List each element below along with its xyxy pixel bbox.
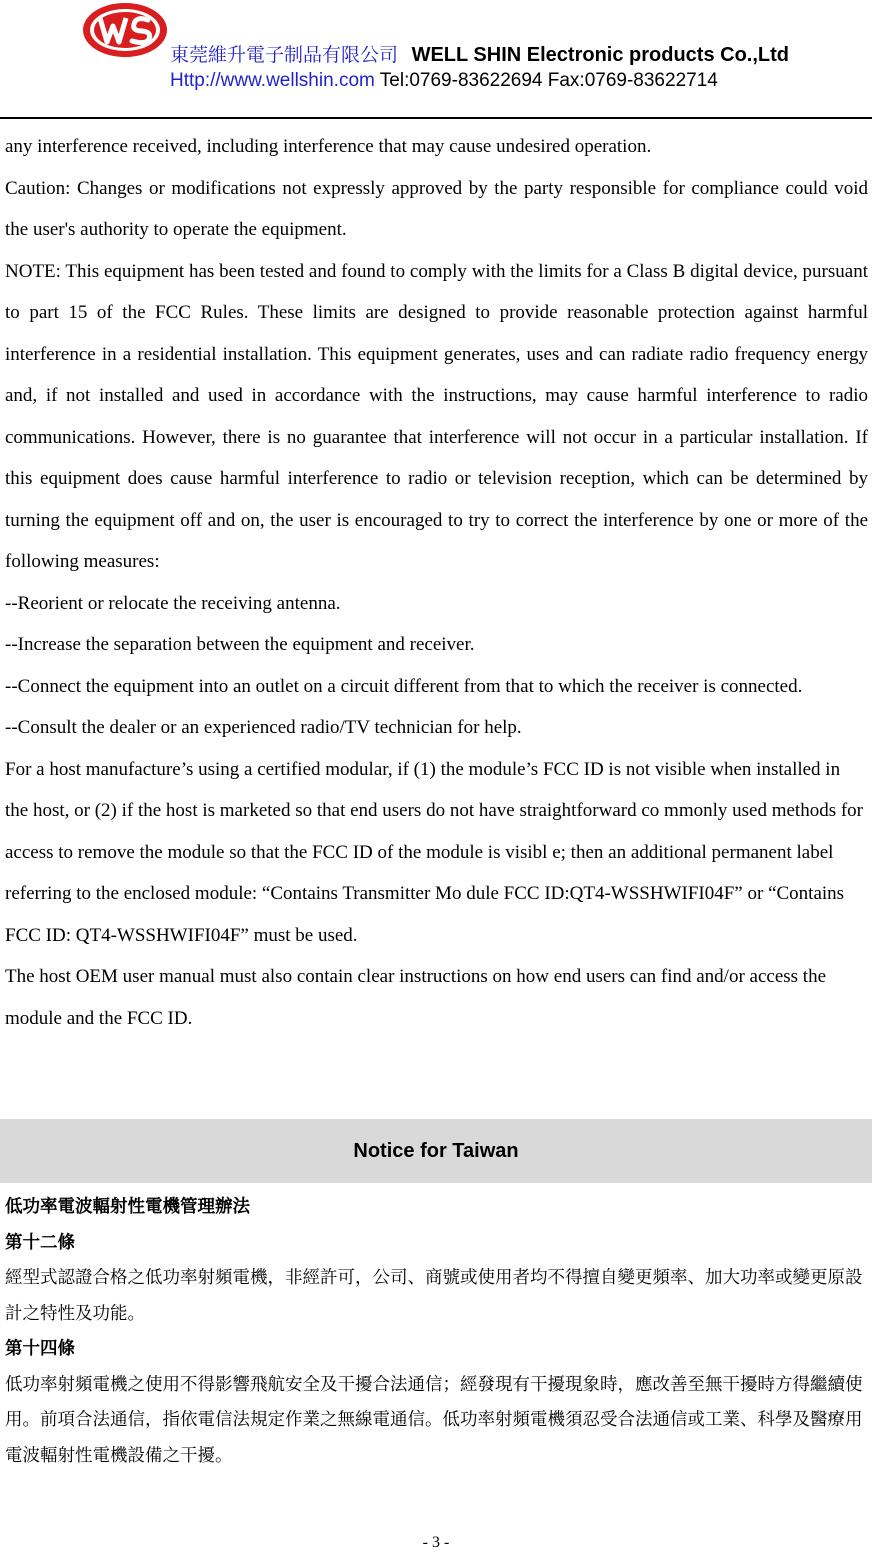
fcc-statement [5,126,868,1039]
page-header [0,0,872,118]
paragraph: any interference received, including interference that may cause undesired operation. [5,136,652,157]
company-name-en: WELL SHIN Electronic products Co.,Ltd [411,44,789,66]
article-14-text: 低功率射頻電機之使用不得影響飛航安全及干擾合法通信；經發現有干擾現象時，應改善至無干擾時方得繼續使用。前項合法通信，指依電信法規定作業之無線電通信。低功率射頻電機須忍受合法通信或工業、科學及醫療用電波輻射性電機設備之干擾。 [5,1374,863,1466]
paragraph: --Consult the dealer or an experienced radio/TV technician for help. [5,717,522,738]
paragraph: --Reorient or relocate the receiving antenna. [5,592,341,614]
paragraph: Caution: Changes or modifications not expressly approved by the party responsible for compliance could void the user's authority to operate the equipment. [5,177,868,240]
taiwan-heading: 低功率電波輻射性電機管理辦法 [5,1197,250,1217]
paragraph: The host OEM user manual must also contain clear instructions on how end users can find and/or access the module and the FCC ID. [5,966,827,1029]
phone-fax: Tel:0769-83622694 Fax:0769-83622714 [374,70,718,91]
contact-info [170,70,718,92]
company-url[interactable]: Http://www.wellshin.com [170,70,375,91]
paragraph: For a host manufacture’s using a certified modular, if (1) the module’s FCC ID is not visible when installed in the host, or (2) if the host is marketed so that end users do not have straightforward co mmonly used methods for access to remove the module so that the FCC ID of the module is visibl e; then an additional permanent label referring to the enclosed module: “Contains Transmitter Mo dule FCC ID:QT4-WSSHWIFI04F” or “Contains FCC ID: QT4-WSSHWIFI04F” must be used. [5,758,863,946]
article-12-title: 第十二條 [5,1232,75,1253]
paragraph: NOTE: This equipment has been tested and found to comply with the limits for a Class B digital device, pursuant to part 15 of the FCC Rules. These limits are designed to provide reasonable protection against harmful interference in a residential installation. This equipment generates, uses and can radiate radio frequency energy and, if not installed and used in accordance with the instructions, may cause harmful interference to radio communications. However, there is no guarantee that interference will not occur in a particular installation. If this equipment does cause harmful interference to radio or television reception, which can be determined by turning the equipment off and on, the user is encouraged to try to correct the interference by one or more of the following measures: [5,260,868,572]
company-name [170,40,789,67]
company-name-cn: 東莞維升電子制品有限公司 [170,45,399,66]
section-title-taiwan [0,1119,872,1183]
taiwan-notice [5,1190,868,1474]
article-14-title: 第十四條 [5,1339,75,1359]
paragraph: --Connect the equipment into an outlet on a circuit different from that to which the receiver is connected. [5,675,803,697]
page-number: - 3 - [422,1534,450,1551]
article-12-text: 經型式認證合格之低功率射頻電機，非經許可，公司、商號或使用者均不得擅自變更頻率、加大功率或變更原設計之特性及功能。 [5,1268,863,1324]
paragraph: --Increase the separation between the equipment and receiver. [5,634,475,655]
wellshin-logo-icon [80,0,170,60]
header-divider [0,117,872,119]
notice-title: Notice for Taiwan [353,1139,519,1162]
